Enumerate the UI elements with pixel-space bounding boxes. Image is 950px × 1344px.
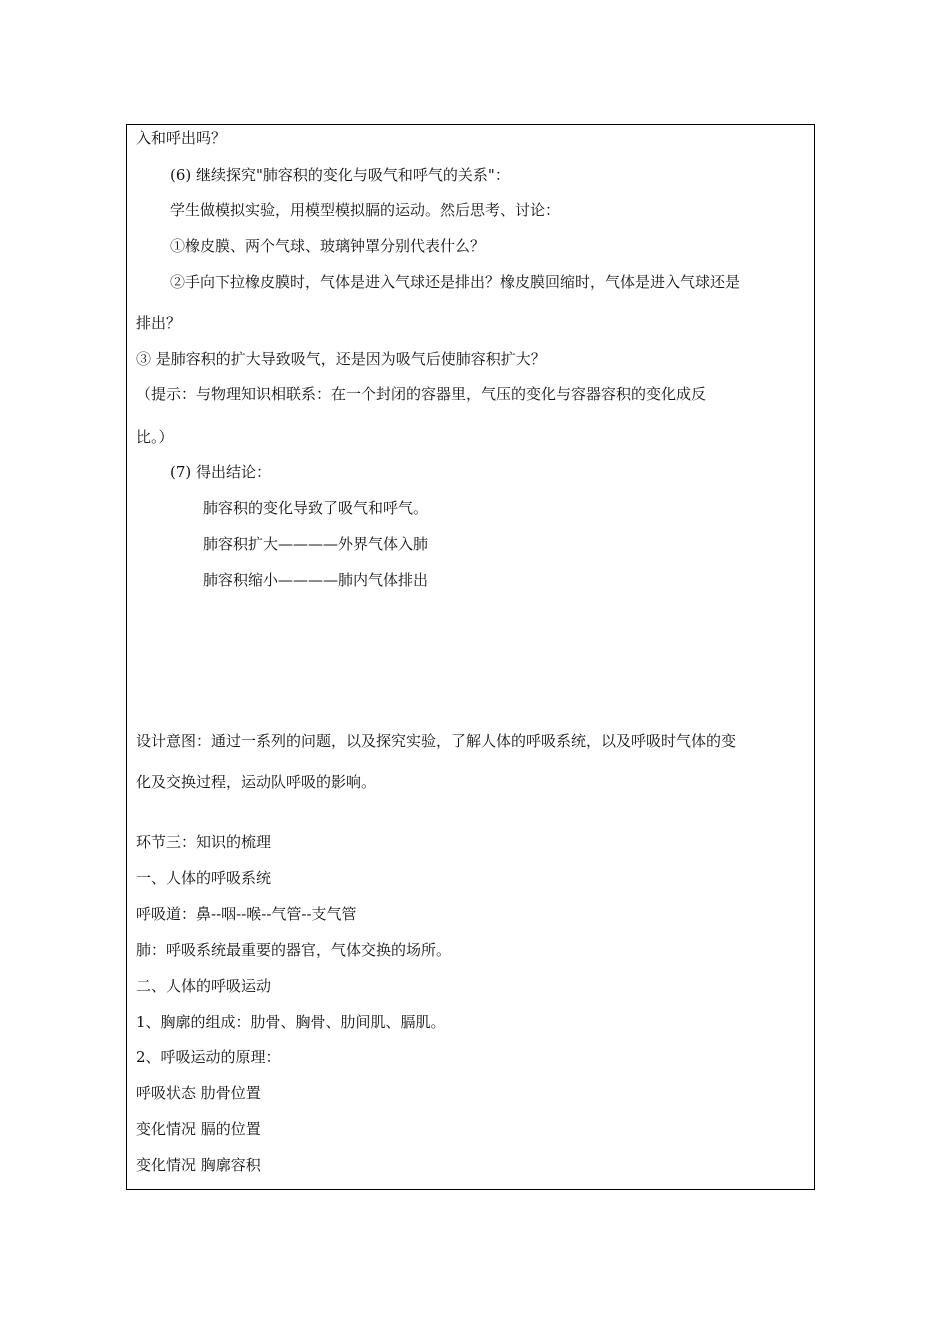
text-line: 肺：呼吸系统最重要的器官，气体交换的场所。 bbox=[136, 941, 452, 959]
text-line: ①橡皮膜、两个气球、玻璃钟罩分别代表什么？ bbox=[170, 237, 486, 255]
text-line: 排出？ bbox=[136, 314, 182, 332]
text-line: 比。） bbox=[136, 428, 174, 446]
text-line: 二、人体的呼吸运动 bbox=[136, 977, 272, 995]
text-line: (7) 得出结论： bbox=[170, 463, 272, 481]
text-line: ②手向下拉橡皮膜时，气体是进入气球还是排出？橡皮膜回缩时，气体是进入气球还是 bbox=[170, 273, 741, 291]
text-line: 学生做模拟实验，用模型模拟膈的运动。然后思考、讨论： bbox=[170, 201, 561, 219]
text-line: ③ 是肺容积的扩大导致吸气，还是因为吸气后使肺容积扩大？ bbox=[136, 350, 546, 368]
text-line: 变化情况 膈的位置 bbox=[136, 1120, 261, 1138]
text-line: (6) 继续探究"肺容积的变化与吸气和呼气的关系"： bbox=[170, 166, 510, 184]
text-line: 变化情况 胸廓容积 bbox=[136, 1156, 261, 1174]
text-line: 1、胸廓的组成：肋骨、胸骨、肋间肌、膈肌。 bbox=[136, 1013, 446, 1031]
text-line: 2、呼吸运动的原理： bbox=[136, 1048, 281, 1066]
section-heading: 环节三：知识的梳理 bbox=[136, 833, 272, 851]
text-line: 肺容积缩小————肺内气体排出 bbox=[203, 571, 429, 589]
text-line: （提示：与物理知识相联系：在一个封闭的容器里，气压的变化与容器容积的变化成反 bbox=[136, 385, 707, 403]
text-line: 呼吸状态 肋骨位置 bbox=[136, 1084, 261, 1102]
text-line: 呼吸道：鼻--咽--喉--气管--支气管 bbox=[136, 905, 357, 923]
text-line: 一、人体的呼吸系统 bbox=[136, 869, 272, 887]
text-line: 肺容积扩大————外界气体入肺 bbox=[203, 535, 429, 553]
text-line: 肺容积的变化导致了吸气和呼气。 bbox=[203, 499, 429, 517]
design-intent-line: 设计意图：通过一系列的问题，以及探究实验，了解人体的呼吸系统，以及呼吸时气体的变 bbox=[136, 732, 737, 750]
design-intent-line: 化及交换过程，运动队呼吸的影响。 bbox=[136, 773, 377, 791]
text-line: 入和呼出吗？ bbox=[136, 129, 227, 147]
